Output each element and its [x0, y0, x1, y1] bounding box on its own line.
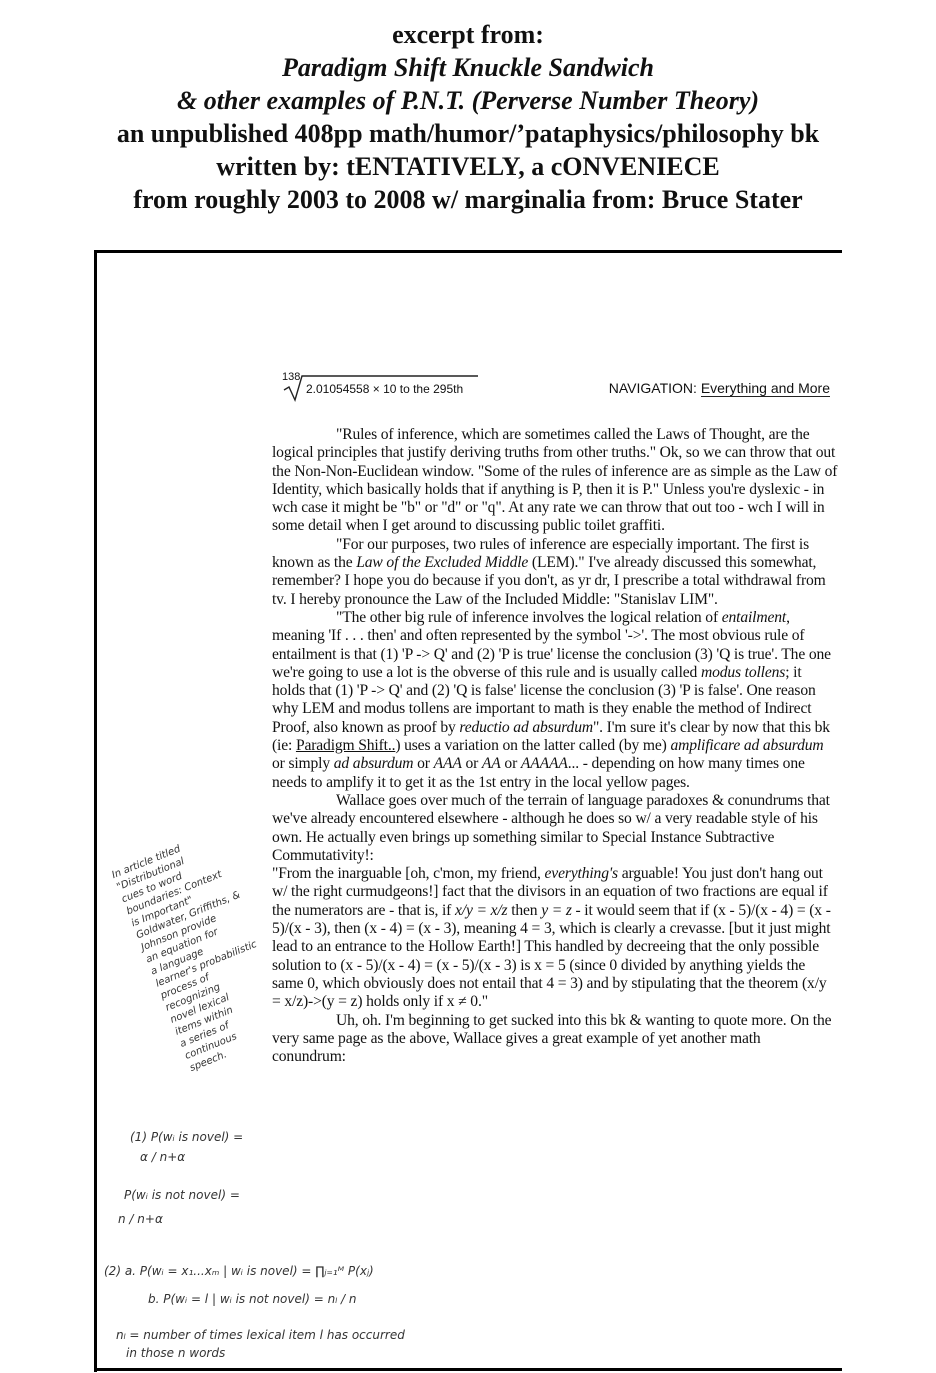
- frame-bottom-rule: [94, 1368, 842, 1371]
- root-index: 138: [282, 371, 301, 383]
- handwritten-eq-2-fraction: n / n+α: [118, 1212, 163, 1226]
- handwritten-eq-3: (2) a. P(wᵢ = x₁...xₘ | wᵢ is novel) = ∏ⱼ₌₁ᴹ P(xⱼ): [104, 1264, 374, 1278]
- radical-symbol: [280, 372, 480, 402]
- excerpt-header: [0, 18, 936, 216]
- header-book-title: Paradigm Shift Knuckle Sandwich: [281, 53, 655, 82]
- radicand: 2.01054558 × 10 to the 295th: [306, 382, 464, 396]
- header-dates: from roughly 2003 to 2008 w/ marginalia from: Bruce Stater: [133, 185, 803, 214]
- header-line-1: excerpt from:: [392, 20, 544, 49]
- handwritten-eq-1: (1) P(wᵢ is novel) =: [130, 1130, 244, 1144]
- paragraph-4: Wallace goes over much of the terrain of language paradoxes & conundrums that we've already encountered elsewhere - although he does so w/ a very readable style of his own. He actually even brings up something similar to Special Instance Subtractive Commutativity!:: [272, 791, 830, 864]
- paragraph-3: "The other big rule of inference involves the logical relation of entailment, meaning 'If . . . then' and often represented by the symbol '->'. The most obvious rule of entailment is that (1) 'P -> Q' and (2) 'P is true' license the conclusion (3) 'Q is true'. The one we're going to use a lot is the obverse of this rule and is usually called modus tollens; it holds that (1) 'P -> Q' and (2) 'Q is false' license the conclusion (3) 'P is false'. One reason why LEM and modus tollens are important to math is they enable the method of Indirect Proof, also known as proof by reductio ad absurdum". I'm sure it's clear by now that this bk (ie: Paradigm Shift..) uses a variation on the latter called (by me) amplificare ad absurdum or simply ad absurdum or AAA or AA or AAAAA... - depending on how many times one needs to amplify it to get it as the 1st entry in the local yellow pages.: [272, 608, 831, 791]
- handwritten-eq-1-fraction: α / n+α: [140, 1150, 186, 1164]
- nav-topic: Everything and More: [700, 380, 830, 396]
- handwritten-eq-4: b. P(wᵢ = l | wᵢ is not novel) = nₗ / n: [148, 1292, 357, 1306]
- header-description: an unpublished 408pp math/humor/’pataphysics/philosophy bk: [116, 119, 820, 148]
- page-running-head: [280, 372, 836, 406]
- chapter-heading: [609, 380, 830, 396]
- handwritten-eq-5: nₗ = number of times lexical item l has occurred: [116, 1328, 405, 1342]
- paragraph-1: "Rules of inference, which are sometimes called the Laws of Thought, are the logical principles that justify deriving truths from other truths." Ok, so we can throw that out the Non-Non-Euclidean window. "Some of the rules of inference are as simple as the Law of Identity, which basically holds that if anything is P, then it is P." Unless you're dyslexic - in wch case it might be "b" or "d" or "q". At any rate we can throw that out too - wch I will in some detail when I get around to discussing public toilet graffiti.: [272, 426, 838, 535]
- paragraph-6: Uh, oh. I'm beginning to get sucked into this bk & wanting to quote more. On the very same page as the above, Wallace gives a great example of yet another math conundrum:: [272, 1011, 832, 1066]
- frame-top-rule: [94, 250, 842, 253]
- nav-label: NAVIGATION:: [608, 380, 697, 396]
- handwritten-eq-6: in those n words: [126, 1346, 226, 1360]
- book-title-ref: Paradigm Shift..: [295, 737, 396, 755]
- page-body: [272, 426, 838, 1066]
- header-author: written by: tENTATIVELY, a cONVENIECE: [216, 152, 720, 181]
- handwritten-eq-2: P(wᵢ is not novel) =: [124, 1188, 240, 1202]
- handwritten-margin-note: In article titled "Distributional cues to word boundaries: Context is Important" Goldwater, Griffiths, & Johnson provide an equation for a language learner's probabilistic process of recognizing novel lexical items within a series of continuous speech.: [110, 843, 259, 1074]
- frame-left-rule: [94, 250, 97, 1372]
- header-subtitle: & other examples of P.N.T. (Perverse Number Theory): [176, 86, 760, 115]
- lem-term: Law of the Excluded Middle: [356, 554, 529, 572]
- paragraph-5-quote: "From the inarguable [oh, c'mon, my friend, everything's arguable! You just don't hang out w/ the right curmudgeons!] fact that the divisors in an equation of two fractions are equal if the numerators are - that is, if x/y = x/z then y = z - it would seem that if (x - 5)/(x - 4) = (x - 5)/(x - 3), then (x - 4) = (x - 3), meaning 4 = 3, which is clearly a crevasse. [but it just might lead to an entrance to the Hollow Earth!] This handled by decreeing that the only possible solution to (x - 5)/(x - 4) = (x - 5)/(x - 3) is x = 5 (since 0 divided by anything yields the same 0, which obviously does not entail that 4 = 3) and by stipulating that the theorem (x/y = x/z)->(y = z) holds only if x ≠ 0.": [272, 865, 831, 1011]
- paragraph-2: "For our purposes, two rules of inference are especially important. The first is known as the Law of the Excluded Middle (LEM)." I've already discussed this somewhat, remember? I hope you do because if you don't, as yr dr, I prescribe a total withdrawal from tv. I hereby pronounce the Law of the Included Middle: "Stanislav LIM".: [272, 535, 826, 608]
